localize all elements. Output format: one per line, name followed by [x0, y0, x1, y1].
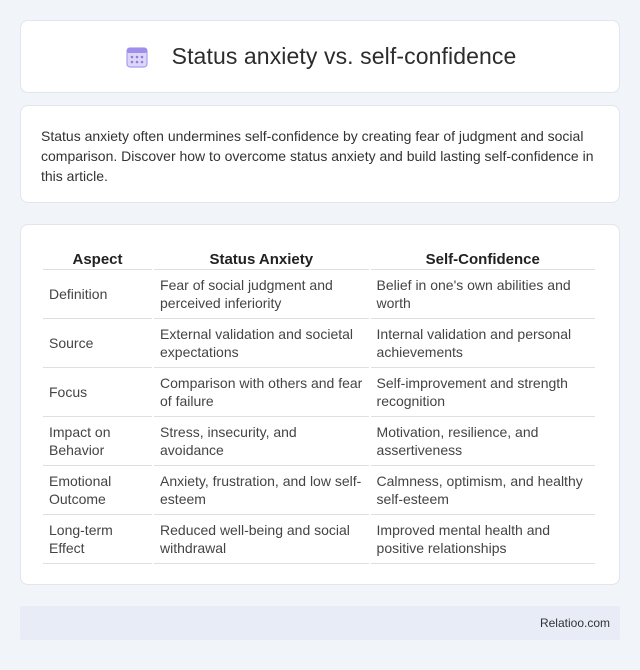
column-header-self-confidence: Self-Confidence: [371, 245, 595, 270]
table-row: [43, 319, 595, 368]
comparison-table: [41, 245, 597, 564]
cell-self-confidence: Motivation, resilience, and assertiveness: [371, 417, 595, 466]
cell-status-anxiety: External validation and societal expectations: [154, 319, 369, 368]
cell-aspect: Focus: [43, 368, 152, 417]
cell-self-confidence: Improved mental health and positive relationships: [371, 515, 595, 564]
footer: [20, 606, 620, 640]
intro-card: [20, 105, 620, 203]
cell-aspect: Definition: [43, 270, 152, 319]
footer-site-link[interactable]: Relatioo.com: [539, 616, 610, 630]
table-row: [43, 417, 595, 466]
cell-self-confidence: Internal validation and personal achievements: [371, 319, 595, 368]
column-header-aspect: Aspect: [43, 245, 152, 270]
cell-aspect: Source: [43, 319, 152, 368]
column-header-status-anxiety: Status Anxiety: [154, 245, 369, 270]
intro-text: Status anxiety often undermines self-confidence by creating fear of judgment and social comparison. Discover how to overcome status anxiety and build lasting self-confidence in this article.: [41, 128, 594, 184]
calendar-icon: [124, 44, 150, 70]
cell-status-anxiety: Reduced well-being and social withdrawal: [154, 515, 369, 564]
table-row: [43, 515, 595, 564]
title-card: [20, 20, 620, 93]
cell-self-confidence: Self-improvement and strength recognition: [371, 368, 595, 417]
cell-aspect: Emotional Outcome: [43, 466, 152, 515]
cell-aspect: Impact on Behavior: [43, 417, 152, 466]
cell-aspect: Long-term Effect: [43, 515, 152, 564]
table-header-row: [43, 245, 595, 270]
page-title: Status anxiety vs. self-confidence: [171, 43, 517, 69]
cell-status-anxiety: Comparison with others and fear of failure: [154, 368, 369, 417]
table-row: [43, 368, 595, 417]
cell-self-confidence: Belief in one's own abilities and worth: [371, 270, 595, 319]
cell-self-confidence: Calmness, optimism, and healthy self-esteem: [371, 466, 595, 515]
cell-status-anxiety: Stress, insecurity, and avoidance: [154, 417, 369, 466]
table-row: [43, 466, 595, 515]
cell-status-anxiety: Fear of social judgment and perceived inferiority: [154, 270, 369, 319]
table-row: [43, 270, 595, 319]
cell-status-anxiety: Anxiety, frustration, and low self-esteem: [154, 466, 369, 515]
comparison-table-card: [20, 224, 620, 585]
